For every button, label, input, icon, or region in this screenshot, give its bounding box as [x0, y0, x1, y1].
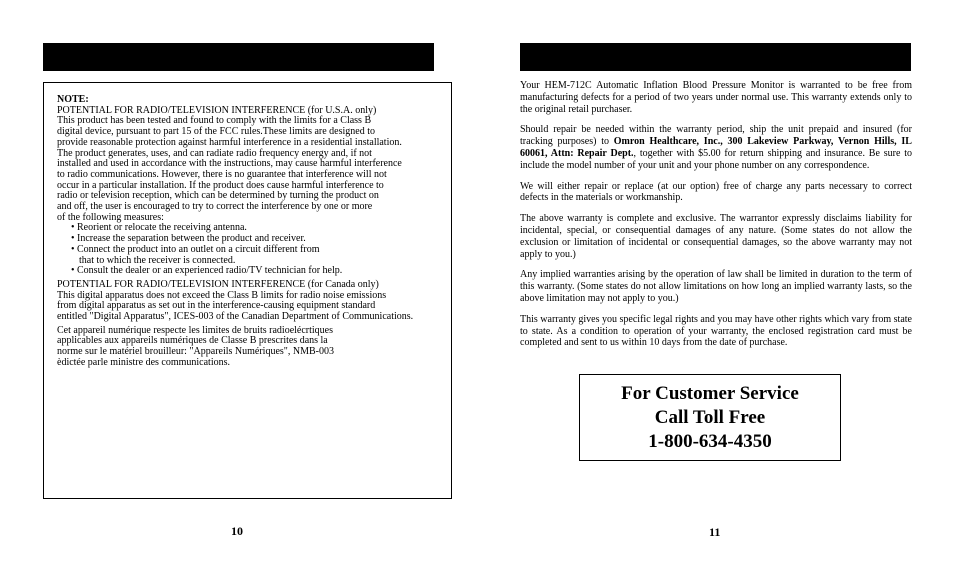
usa-line: This product has been tested and found to comply with the limits for a Class B: [57, 115, 372, 127]
warranty-paragraph: We will either repair or replace (at our option) free of charge any parts necessary to correct defects in the materials or workmanship.: [520, 180, 912, 204]
french-line: applicables aux appareils numériques de Classe B prescrites dans la: [57, 335, 328, 347]
usa-heading: POTENTIAL FOR RADIO/TELEVISION INTERFERENCE (for U.S.A. only): [57, 104, 377, 116]
canada-line: This digital apparatus does not exceed the Class B limits for radio noise emissions: [57, 289, 387, 301]
usa-line: occur in a particular installation. If the product does cause harmful interference to: [57, 179, 384, 191]
service-subtitle: Call Toll Free: [654, 406, 766, 428]
measure-item: • Consult the dealer or an experienced radio/TV technician for help.: [71, 265, 343, 277]
canada-line: from digital apparatus as set out in the interference-causing equipment standard: [57, 300, 376, 312]
fcc-note-content: [57, 95, 447, 369]
usa-line: provide reasonable protection against harmful interference in a residential installation.: [57, 136, 402, 148]
warranty-text: [520, 80, 912, 358]
measure-item: • Connect the product into an outlet on a circuit different from: [71, 243, 320, 255]
warranty-paragraph: The above warranty is complete and exclusive. The warrantor expressly disclaims liability for incidental, special, or consequential damages of any nature. (Some states do not allow the exclusion or limitation of incidental or consequential damages, so the above warranty may not apply to you.): [520, 213, 912, 260]
canada-heading: POTENTIAL FOR RADIO/TELEVISION INTERFERENCE (for Canada only): [57, 278, 379, 290]
measure-item: • Reorient or relocate the receiving antenna.: [71, 222, 247, 234]
page-number-left: 10: [231, 524, 243, 538]
customer-service-box: [579, 374, 841, 461]
fcc-note-box: [43, 82, 452, 499]
service-title: For Customer Service: [621, 382, 799, 404]
french-line: norme sur le matériel brouilleur: "Appareils Numériques", NMB-003: [57, 346, 334, 358]
usa-line: The product generates, uses, and can radiate radio frequency energy and, if not: [57, 147, 372, 159]
warranty-paragraph: This warranty gives you specific legal rights and you may have other rights which vary from state to state. As a condition to operation of your warranty, the enclosed registration card must be completed and sent to us within 10 days from the date of purchase.: [520, 313, 912, 349]
page-number-right: 11: [709, 525, 721, 539]
usa-line: radio or television reception, which can be determined by turning the product on: [57, 190, 379, 202]
repair-text: Should repair be needed within the warranty period, ship the unit prepaid and insured (for tracking purposes) to: [520, 124, 912, 148]
usa-line: installed and used in accordance with the instructions, may cause harmful interference: [57, 158, 402, 170]
usa-line: of the following measures:: [57, 211, 164, 223]
canada-line: entitled "Digital Apparatus", ICES-003 of the Canadian Department of Communications.: [57, 311, 414, 323]
measure-item: • Increase the separation between the product and receiver.: [71, 233, 306, 245]
right-header-bar: [520, 43, 911, 71]
left-header-bar: [43, 43, 434, 71]
warranty-paragraph: Your HEM-712C Automatic Inflation Blood Pressure Monitor is warranted to be free from manufacturing defects for a period of two years under normal use. This warranty extends only to the original retail purchaser.: [520, 80, 912, 115]
french-line: Cet appareil numérique respecte les limites de bruits radioelécrtiques: [57, 324, 334, 336]
warranty-paragraph: Any implied warranties arising by the operation of law shall be limited in duration to the term of this warranty. (Some states do not allow limitations on how long an implied warranty lasts, so the above limitation may not apply to you.): [520, 269, 912, 304]
repair-text-end: , together with $5.00 for return shipping and insurance. Be sure to include the model number of your unit and your phone number on any correspondence.: [520, 147, 913, 171]
usa-line: to radio communications. However, there is no guarantee that interference will not: [57, 168, 387, 180]
usa-line: digital device, pursuant to part 15 of the FCC rules.These limits are designed to: [57, 126, 375, 138]
repair-address: Omron Healthcare, Inc., 300 Lakeview Parkway, Vernon Hills, IL 60061, Attn: Repair Dept.: [520, 136, 912, 159]
french-line: èdictée parle ministre des communications.: [57, 356, 230, 368]
note-heading: NOTE:: [57, 94, 89, 105]
service-phone: 1-800-634-4350: [648, 430, 772, 452]
warranty-paragraph-repair: [520, 124, 912, 171]
usa-line: and off, the user is encouraged to try to correct the interference by one or more: [57, 201, 373, 213]
measure-item-continuation: that to which the receiver is connected.: [79, 254, 236, 266]
